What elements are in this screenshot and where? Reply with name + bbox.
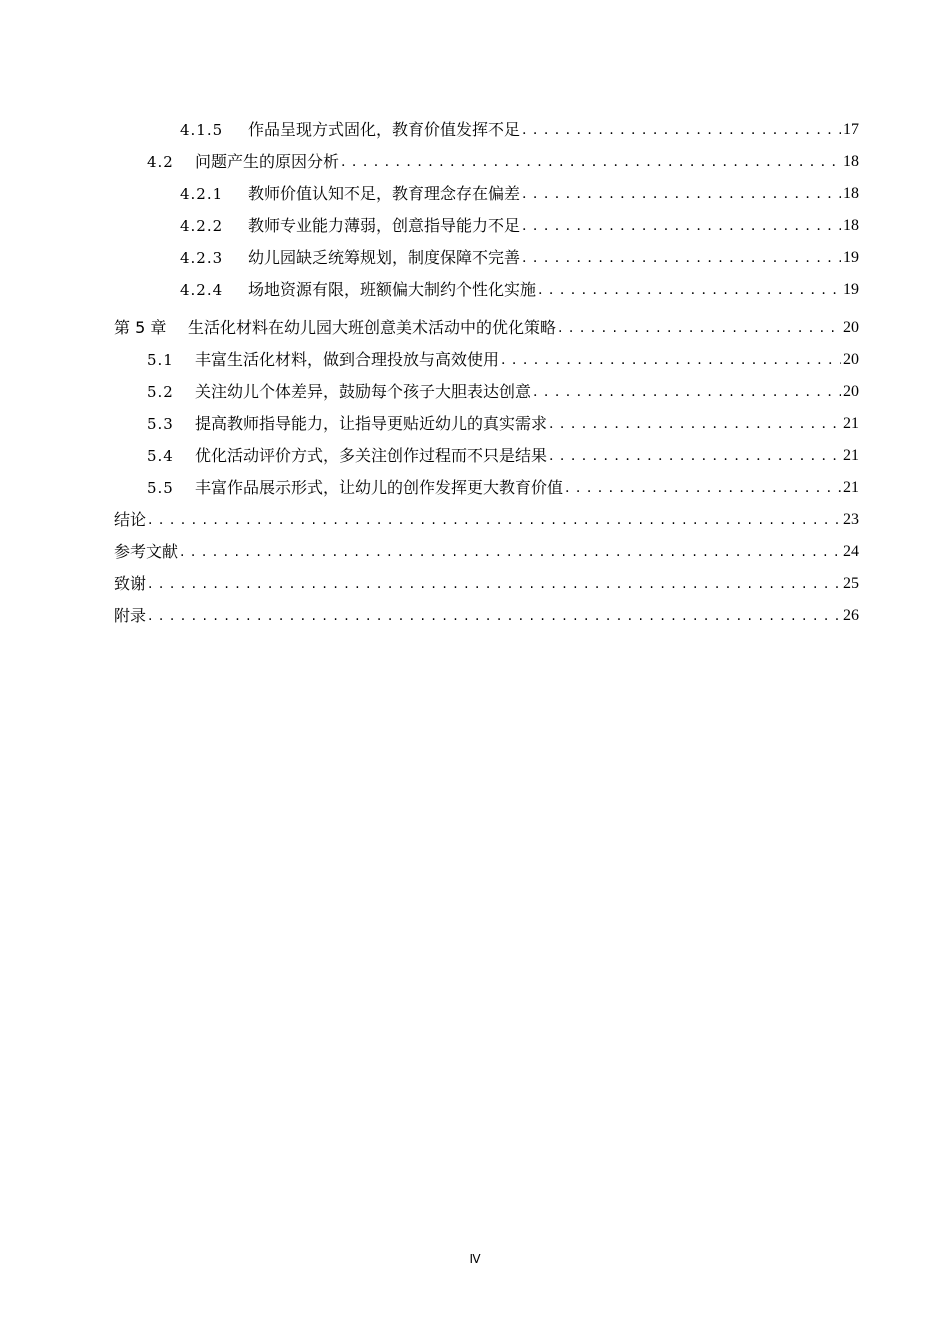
toc-entry-5-3[interactable] [114, 408, 859, 440]
toc-entry-page: 20 [843, 383, 859, 400]
toc-entry-4-2-2[interactable] [114, 210, 859, 242]
toc-entry-5-2[interactable] [114, 376, 859, 408]
toc-leader-dots [148, 600, 841, 632]
toc-leader-dots [180, 536, 841, 568]
toc-entry-page: 18 [843, 153, 859, 170]
toc-leader-dots [522, 178, 841, 210]
toc-entry-page: 20 [843, 351, 859, 368]
toc-leader-dots [522, 114, 841, 146]
toc-entry-5-1[interactable] [114, 344, 859, 376]
page-number: Ⅳ [469, 1252, 481, 1266]
toc-entry-title: 幼儿园缺乏统筹规划，制度保障不完善 [248, 248, 521, 267]
toc-entry-page: 20 [843, 319, 859, 336]
toc-entry-title: 教师价值认知不足，教育理念存在偏差 [248, 184, 521, 203]
toc-entry-4-1-5[interactable] [114, 114, 859, 146]
toc-entry-title: 生活化材料在幼儿园大班创意美术活动中的优化策略 [188, 318, 557, 337]
toc-entry-number: 4.2.3 [180, 249, 224, 267]
toc-entry-title: 附录 [114, 606, 147, 625]
toc-entry-number: 4.2.2 [180, 217, 224, 235]
toc-leader-dots [549, 440, 841, 472]
toc-entry-title: 问题产生的原因分析 [195, 152, 340, 171]
toc-entry-title: 关注幼儿个体差异，鼓励每个孩子大胆表达创意 [195, 382, 532, 401]
toc-leader-dots [522, 242, 841, 274]
toc-entry-5-4[interactable] [114, 440, 859, 472]
toc-entry-title: 提高教师指导能力，让指导更贴近幼儿的真实需求 [195, 414, 548, 433]
toc-entry-title: 丰富生活化材料，做到合理投放与高效使用 [195, 350, 500, 369]
toc-entry-title: 场地资源有限，班额偏大制约个性化实施 [248, 280, 537, 299]
toc-entry-number: 4.2.4 [180, 281, 224, 299]
toc-entry-title: 致谢 [114, 574, 147, 593]
toc-leader-dots [533, 376, 841, 408]
toc-entry-4-2-3[interactable] [114, 242, 859, 274]
toc-entry-appendix[interactable] [114, 600, 859, 632]
toc-entry-number: 第 5 章 [114, 318, 167, 337]
toc-entry-page: 21 [843, 415, 859, 432]
toc-entry-title: 作品呈现方式固化，教育价值发挥不足 [248, 120, 521, 139]
toc-leader-dots [538, 274, 841, 306]
toc-entry-page: 21 [843, 447, 859, 464]
toc-entry-number: 5.1 [147, 351, 174, 369]
toc-leader-dots [148, 504, 841, 536]
toc-entry-page: 26 [843, 607, 859, 624]
toc-leader-dots [565, 472, 841, 504]
toc-entry-4-2-1[interactable] [114, 178, 859, 210]
toc-entry-page: 18 [843, 217, 859, 234]
toc-entry-title: 教师专业能力薄弱，创意指导能力不足 [248, 216, 521, 235]
toc-entry-page: 19 [843, 249, 859, 266]
toc-leader-dots [558, 312, 841, 344]
toc-entry-4-2[interactable] [114, 146, 859, 178]
toc-entry-acknowledgements[interactable] [114, 568, 859, 600]
table-of-contents [114, 114, 859, 632]
toc-entry-number: 5.3 [147, 415, 174, 433]
toc-leader-dots [341, 146, 841, 178]
toc-entry-number: 4.2.1 [180, 185, 224, 203]
toc-entry-page: 19 [843, 281, 859, 298]
toc-entry-title: 优化活动评价方式，多关注创作过程而不只是结果 [195, 446, 548, 465]
toc-entry-title: 结论 [114, 510, 147, 529]
toc-entry-references[interactable] [114, 536, 859, 568]
toc-entry-number: 4.1.5 [180, 121, 224, 139]
toc-entry-number: 5.4 [147, 447, 174, 465]
toc-leader-dots [522, 210, 841, 242]
toc-entry-4-2-4[interactable] [114, 274, 859, 306]
toc-entry-number: 4.2 [147, 153, 174, 171]
toc-entry-5-5[interactable] [114, 472, 859, 504]
toc-entry-chapter-5[interactable] [114, 312, 859, 344]
toc-entry-number: 5.5 [147, 479, 174, 497]
toc-entry-title: 丰富作品展示形式，让幼儿的创作发挥更大教育价值 [195, 478, 564, 497]
toc-entry-page: 24 [843, 543, 859, 560]
toc-entry-title: 参考文献 [114, 542, 179, 561]
toc-entry-page: 23 [843, 511, 859, 528]
toc-entry-conclusion[interactable] [114, 504, 859, 536]
toc-leader-dots [549, 408, 841, 440]
toc-entry-page: 18 [843, 185, 859, 202]
toc-entry-page: 17 [843, 121, 859, 138]
toc-entry-page: 21 [843, 479, 859, 496]
toc-leader-dots [148, 568, 841, 600]
toc-entry-number: 5.2 [147, 383, 174, 401]
toc-entry-page: 25 [843, 575, 859, 592]
toc-leader-dots [501, 344, 841, 376]
